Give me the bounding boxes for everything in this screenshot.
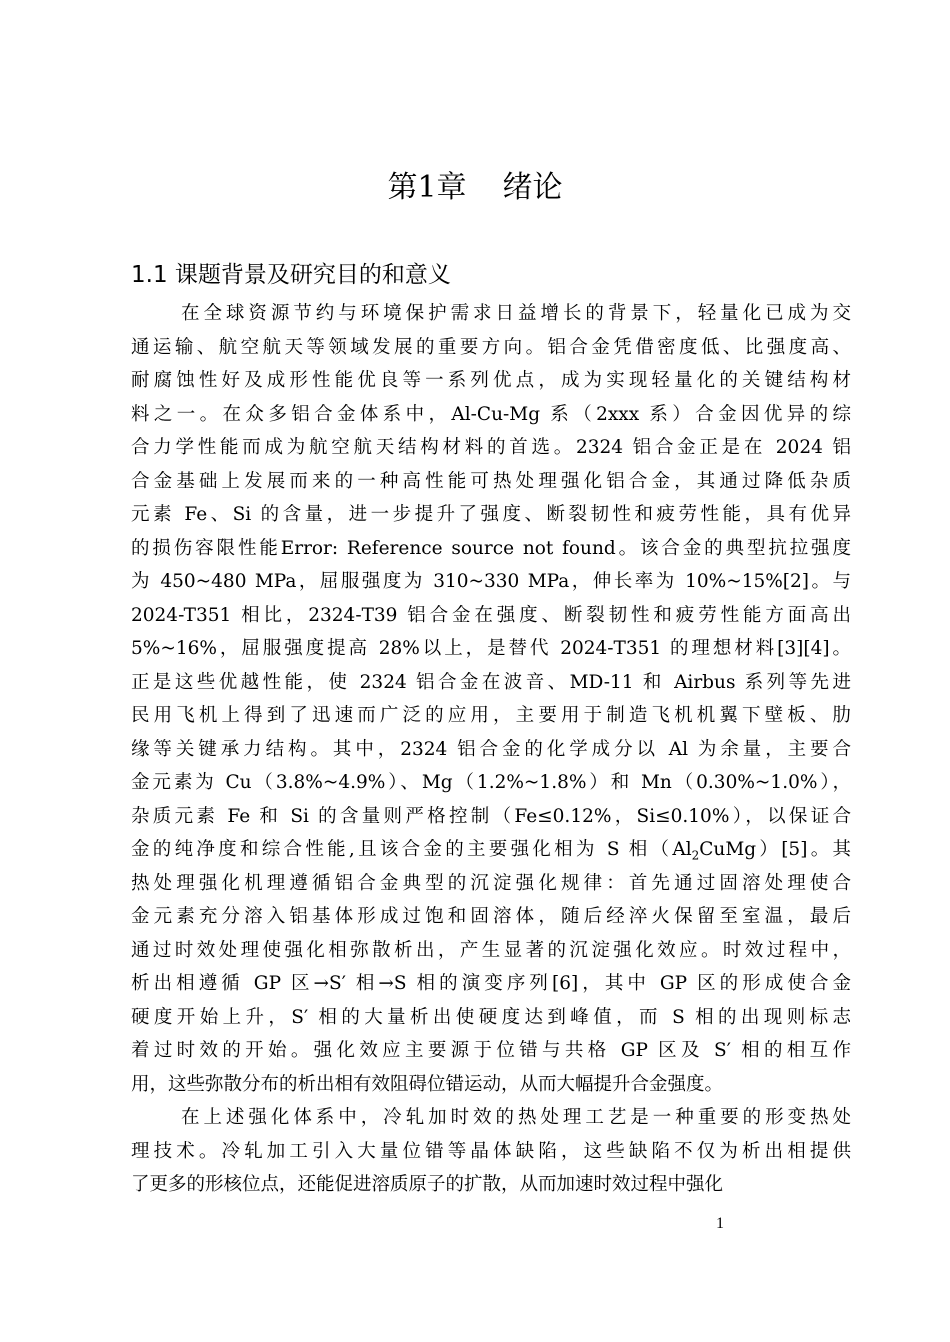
chapter-number: 第1章 [387, 170, 467, 205]
paragraph-line: 通运输、航空航天等领域发展的重要方向。铝合金凭借密度低、比强度高、 [131, 336, 851, 358]
body-text [131, 297, 851, 1202]
paragraph-line: 着过时效的开始。强化效应主要源于位错与共格 GP 区及 S′ 相的相互作 [131, 1040, 851, 1061]
paragraph-line: 了更多的形核位点，还能促进溶质原子的扩散，从而加速时效过程中强化 [131, 1174, 724, 1195]
paragraph-line: 耐腐蚀性好及成形性能优良等一系列优点，成为实现轻量化的关键结构材 [131, 370, 851, 391]
paragraph-line: 在上述强化体系中，冷轧加时效的热处理工艺是一种重要的形变热处 [181, 1107, 851, 1128]
paragraph-line: 金元素为 Cu（3.8%~4.9%）、Mg（1.2%~1.8%）和 Mn（0.30%~1.0%）， [131, 772, 851, 793]
paragraph-line: 用，这些弥散分布的析出相有效阻碍位错运动，从而大幅提升合金强度。 [131, 1073, 724, 1095]
paragraph-line: 2024-T351 相比，2324-T39 铝合金在强度、断裂韧性和疲劳性能方面高出 [131, 604, 851, 626]
paragraph-line: 合金基础上发展而来的一种高性能可热处理强化铝合金，其通过降低杂质 [131, 470, 851, 492]
chapter-title [0, 168, 950, 208]
paragraph-line: 金的纯净度和综合性能,且该合金的主要强化相为 S 相$(Al_2CuMg)[5]$。其 [131, 839, 851, 863]
paragraph-line: 元素 Fe、Si 的含量，进一步提升了强度、断裂韧性和疲劳性能，具有优异 [131, 504, 851, 525]
paragraph-line: 合力学性能而成为航空航天结构材料的首选。2324 铝合金正是在 2024 铝 [131, 437, 851, 458]
paragraph-line: 在全球资源节约与环境保护需求日益增长的背景下，轻量化已成为交 [181, 303, 851, 324]
paragraph-line: 金元素充分溶入铝基体形成过饱和固溶体，随后经淬火保留至室温，最后 [131, 906, 851, 927]
paragraph-line: 热处理强化机理遵循铝合金典型的沉淀强化规律：首先通过固溶处理使合 [131, 872, 851, 894]
paragraph-line: 理技术。冷轧加工引入大量位错等晶体缺陷，这些缺陷不仅为析出相提供 [131, 1140, 851, 1162]
section-heading: 1.1 课题背景及研究目的和意义 [131, 262, 451, 288]
paragraph-line: 硬度开始上升，S′ 相的大量析出使硬度达到峰值，而 S 相的出现则标志 [131, 1006, 851, 1028]
page-number: 1 [716, 1215, 724, 1232]
paragraph-line: 缘等关键承力结构。其中，2324 铝合金的化学成分以 Al 为余量，主要合 [131, 738, 851, 760]
paragraph-line: 民用飞机上得到了迅速而广泛的应用，主要用于制造飞机机翼下壁板、肋 [131, 705, 851, 726]
paragraph-line: 杂质元素 Fe 和 Si 的含量则严格控制（Fe≤0.12%，Si≤0.10%），以保证合 [131, 805, 851, 827]
paragraph-line: 析出相遵循 GP 区→S′ 相→S 相的演变序列[6]，其中 GP 区的形成使合金 [131, 973, 851, 994]
paragraph-line: 料之一。在众多铝合金体系中，Al-Cu-Mg 系（2xxx 系）合金因优异的综 [131, 403, 851, 425]
paragraph-line: 正是这些优越性能，使 2324 铝合金在波音、MD-11 和 Airbus 系列等先进 [131, 671, 851, 693]
chapter-name: 绪论 [502, 170, 563, 205]
paragraph-line: 为 450~480 MPa，屈服强度为 310~330 MPa，伸长率为 10%~15%[2]。与 [131, 571, 851, 592]
paragraph-line: 5%~16%，屈服强度提高 28%以上，是替代 2024-T351 的理想材料[3][4]。 [131, 638, 851, 659]
paragraph-line: 通过时效处理使强化相弥散析出，产生显著的沉淀强化效应。时效过程中， [131, 939, 851, 961]
paragraph-line: 的损伤容限性能Error: Reference source not found。该合金的典型抗拉强度 [131, 537, 851, 559]
